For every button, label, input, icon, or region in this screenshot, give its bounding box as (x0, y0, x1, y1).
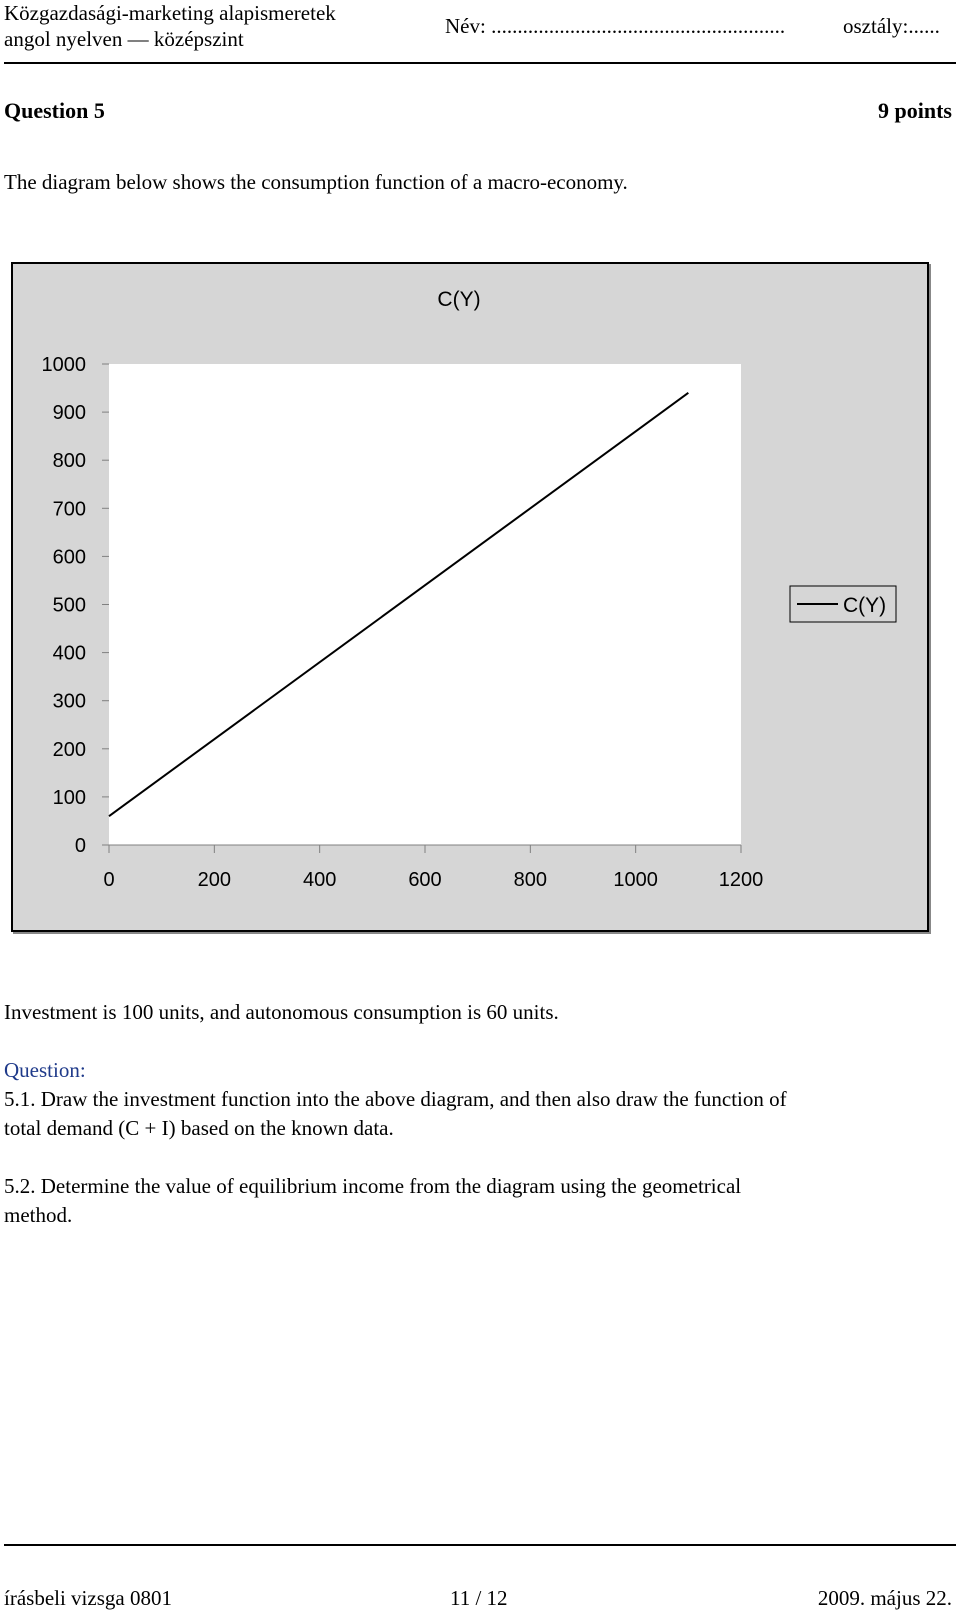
x-tick-label: 800 (513, 869, 548, 891)
question-5-1-line2: total demand (C + I) based on the known data. (4, 1116, 394, 1140)
x-tick-label: 600 (408, 869, 442, 891)
question-label: Question: (4, 1058, 86, 1082)
y-tick-label: 700 (52, 498, 86, 521)
investment-info: Investment is 100 units, and autonomous consumption is 60 units. (4, 1000, 559, 1024)
header-name-field: Név: ........................................................ (445, 14, 786, 38)
y-tick-label: 0 (74, 835, 86, 857)
legend-label: C(Y) (843, 594, 887, 617)
y-tick-label: 800 (52, 450, 86, 473)
y-tick-label: 300 (52, 690, 86, 713)
question-5-1-line1: 5.1. Draw the investment function into the above diagram, and then also draw the function of (4, 1087, 787, 1111)
y-tick-label: 600 (52, 546, 86, 569)
footer-exam: írásbeli vizsga 0801 (4, 1586, 172, 1610)
header-level: angol nyelven — középszint (4, 27, 244, 51)
y-tick-label: 200 (52, 738, 86, 761)
question-points: 9 points (878, 98, 952, 123)
x-tick-label: 200 (197, 869, 232, 891)
y-tick-label: 400 (52, 642, 86, 665)
consumption-chart (13, 264, 927, 930)
y-tick-label: 1000 (41, 354, 86, 376)
header-class-field: osztály:...... (843, 14, 940, 38)
question-title: Question 5 (4, 98, 105, 123)
footer-page-number: 11 / 12 (450, 1586, 508, 1610)
question-5-2-line2: method. (4, 1203, 73, 1227)
chart-title: C(Y) (437, 288, 481, 311)
x-tick-label: 0 (103, 869, 115, 891)
footer-date: 2009. május 22. (817, 1586, 952, 1610)
x-tick-label: 400 (302, 869, 337, 891)
chart-frame (11, 262, 929, 932)
question-intro: The diagram below shows the consumption function of a macro-economy. (4, 170, 628, 194)
question-5-2-line1: 5.2. Determine the value of equilibrium income from the diagram using the geometrical (4, 1174, 742, 1198)
header-rule (4, 62, 956, 64)
footer-rule (4, 1544, 956, 1546)
y-tick-label: 900 (52, 402, 86, 425)
x-tick-label: 1000 (613, 869, 658, 891)
y-tick-label: 100 (52, 786, 86, 809)
plot-area (109, 364, 741, 845)
x-tick-label: 1200 (718, 869, 764, 891)
y-tick-label: 500 (52, 594, 86, 617)
header-subject: Közgazdasági-marketing alapismeretek (4, 1, 336, 25)
